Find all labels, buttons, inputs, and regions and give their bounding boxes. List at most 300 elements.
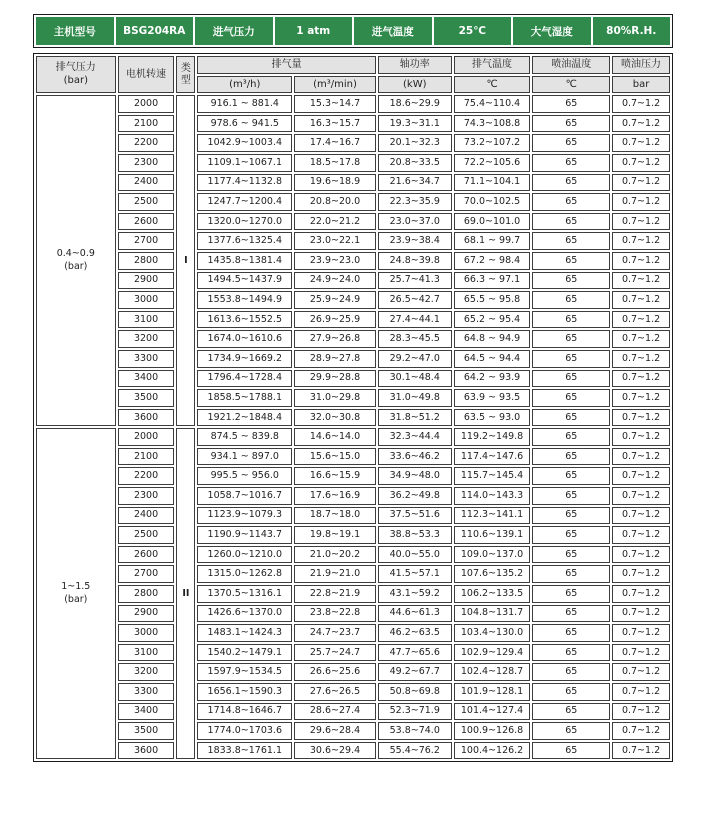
- pressure-range-cell: [36, 428, 116, 759]
- oil-pressure-cell: 0.7~1.2: [612, 115, 670, 133]
- shaft-power-cell: 32.3~44.4: [378, 428, 452, 446]
- table-row: [36, 526, 670, 544]
- exhaust-temp-cell: 119.2~149.8: [454, 428, 531, 446]
- col-header-type-line2: 型: [180, 74, 191, 86]
- top-header-value: 25℃: [434, 17, 512, 45]
- oil-temp-cell: 65: [532, 291, 610, 309]
- oil-temp-cell: 65: [532, 507, 610, 525]
- shaft-power-cell: 20.8~33.5: [378, 154, 452, 172]
- exhaust-temp-cell: 63.5 ~ 93.0: [454, 409, 531, 427]
- oil-temp-cell: 65: [532, 134, 610, 152]
- flow-m3min-cell: 21.0~20.2: [294, 546, 376, 564]
- flow-m3h-cell: 1796.4~1728.4: [197, 370, 292, 388]
- table-row: [36, 722, 670, 740]
- shaft-power-cell: 25.7~41.3: [378, 272, 452, 290]
- col-header-exhaust-temp-unit: ℃: [454, 76, 531, 94]
- flow-m3h-cell: 1435.8~1381.4: [197, 252, 292, 270]
- col-header-type-line1: 类: [180, 63, 191, 75]
- exhaust-temp-cell: 68.1 ~ 99.7: [454, 232, 531, 250]
- top-header-bar: [33, 14, 673, 48]
- motor-speed-cell: 2800: [118, 585, 175, 603]
- flow-m3min-cell: 14.6~14.0: [294, 428, 376, 446]
- oil-pressure-cell: 0.7~1.2: [612, 703, 670, 721]
- col-header-flow: 排气量: [197, 56, 375, 74]
- flow-m3min-cell: 24.7~23.7: [294, 624, 376, 642]
- top-header-label: 大气湿度: [513, 17, 591, 45]
- flow-m3min-cell: 25.7~24.7: [294, 644, 376, 662]
- motor-speed-cell: 2000: [118, 428, 175, 446]
- table-row: [36, 174, 670, 192]
- table-row: [36, 663, 670, 681]
- flow-m3min-cell: 28.9~27.8: [294, 350, 376, 368]
- table-row: [36, 409, 670, 427]
- motor-speed-cell: 2900: [118, 272, 175, 290]
- motor-speed-cell: 2500: [118, 526, 175, 544]
- top-header-value: 80%R.H.: [593, 17, 671, 45]
- shaft-power-cell: 26.5~42.7: [378, 291, 452, 309]
- shaft-power-cell: 22.3~35.9: [378, 193, 452, 211]
- flow-m3h-cell: 1320.0~1270.0: [197, 213, 292, 231]
- motor-speed-cell: 2900: [118, 605, 175, 623]
- shaft-power-cell: 36.2~49.8: [378, 487, 452, 505]
- table-row: [36, 213, 670, 231]
- flow-m3h-cell: 1315.0~1262.8: [197, 565, 292, 583]
- oil-pressure-cell: 0.7~1.2: [612, 644, 670, 662]
- table-row: [36, 95, 670, 113]
- oil-pressure-cell: 0.7~1.2: [612, 722, 670, 740]
- shaft-power-cell: 21.6~34.7: [378, 174, 452, 192]
- flow-m3h-cell: 1109.1~1067.1: [197, 154, 292, 172]
- flow-m3min-cell: 29.6~28.4: [294, 722, 376, 740]
- oil-temp-cell: 65: [532, 546, 610, 564]
- table-row: [36, 370, 670, 388]
- oil-pressure-cell: 0.7~1.2: [612, 252, 670, 270]
- oil-temp-cell: 65: [532, 213, 610, 231]
- flow-m3min-cell: 28.6~27.4: [294, 703, 376, 721]
- pressure-range-cell: [36, 95, 116, 426]
- flow-m3min-cell: 15.3~14.7: [294, 95, 376, 113]
- shaft-power-cell: 28.3~45.5: [378, 330, 452, 348]
- oil-temp-cell: 65: [532, 154, 610, 172]
- oil-temp-cell: 65: [532, 487, 610, 505]
- pressure-range-value: 0.4~0.9: [56, 248, 95, 260]
- shaft-power-cell: 30.1~48.4: [378, 370, 452, 388]
- oil-pressure-cell: 0.7~1.2: [612, 742, 670, 760]
- col-header-flow-unit-m3h: (m³/h): [197, 76, 292, 94]
- motor-speed-cell: 3300: [118, 350, 175, 368]
- flow-m3min-cell: 18.7~18.0: [294, 507, 376, 525]
- shaft-power-cell: 53.8~74.0: [378, 722, 452, 740]
- oil-pressure-cell: 0.7~1.2: [612, 272, 670, 290]
- oil-temp-cell: 65: [532, 448, 610, 466]
- shaft-power-cell: 46.2~63.5: [378, 624, 452, 642]
- oil-temp-cell: 65: [532, 663, 610, 681]
- col-header-oil-temp-unit: ℃: [532, 76, 610, 94]
- motor-speed-cell: 2800: [118, 252, 175, 270]
- exhaust-temp-cell: 100.9~126.8: [454, 722, 531, 740]
- motor-speed-cell: 2600: [118, 546, 175, 564]
- motor-speed-cell: 2000: [118, 95, 175, 113]
- shaft-power-cell: 31.0~49.8: [378, 389, 452, 407]
- table-row: [36, 448, 670, 466]
- oil-pressure-cell: 0.7~1.2: [612, 370, 670, 388]
- shaft-power-cell: 38.8~53.3: [378, 526, 452, 544]
- oil-temp-cell: 65: [532, 742, 610, 760]
- oil-pressure-cell: 0.7~1.2: [612, 624, 670, 642]
- exhaust-temp-cell: 72.2~105.6: [454, 154, 531, 172]
- oil-pressure-cell: 0.7~1.2: [612, 448, 670, 466]
- flow-m3h-cell: 1190.9~1143.7: [197, 526, 292, 544]
- flow-m3min-cell: 22.8~21.9: [294, 585, 376, 603]
- flow-m3h-cell: 1674.0~1610.6: [197, 330, 292, 348]
- shaft-power-cell: 52.3~71.9: [378, 703, 452, 721]
- flow-m3h-cell: 1656.1~1590.3: [197, 683, 292, 701]
- col-header-power-unit: (kW): [378, 76, 452, 94]
- flow-m3h-cell: 1833.8~1761.1: [197, 742, 292, 760]
- exhaust-temp-cell: 101.9~128.1: [454, 683, 531, 701]
- motor-speed-cell: 3300: [118, 683, 175, 701]
- exhaust-temp-cell: 103.4~130.0: [454, 624, 531, 642]
- flow-m3h-cell: 1123.9~1079.3: [197, 507, 292, 525]
- table-row: [36, 742, 670, 760]
- oil-temp-cell: 65: [532, 722, 610, 740]
- motor-speed-cell: 2300: [118, 487, 175, 505]
- flow-m3h-cell: 1540.2~1479.1: [197, 644, 292, 662]
- exhaust-temp-cell: 73.2~107.2: [454, 134, 531, 152]
- oil-temp-cell: 65: [532, 174, 610, 192]
- exhaust-temp-cell: 66.3 ~ 97.1: [454, 272, 531, 290]
- oil-temp-cell: 65: [532, 703, 610, 721]
- oil-temp-cell: 65: [532, 330, 610, 348]
- table-row: [36, 134, 670, 152]
- table-row: [36, 350, 670, 368]
- oil-temp-cell: 65: [532, 644, 610, 662]
- type-cell: II: [176, 428, 195, 759]
- oil-pressure-cell: 0.7~1.2: [612, 565, 670, 583]
- motor-speed-cell: 3000: [118, 624, 175, 642]
- oil-temp-cell: 65: [532, 232, 610, 250]
- oil-pressure-cell: 0.7~1.2: [612, 213, 670, 231]
- table-row: [36, 389, 670, 407]
- flow-m3min-cell: 20.8~20.0: [294, 193, 376, 211]
- oil-temp-cell: 65: [532, 585, 610, 603]
- oil-pressure-cell: 0.7~1.2: [612, 428, 670, 446]
- flow-m3min-cell: 23.9~23.0: [294, 252, 376, 270]
- col-header-oil-pressure-unit: bar: [612, 76, 670, 94]
- exhaust-temp-cell: 65.2 ~ 95.4: [454, 311, 531, 329]
- spec-table-head: [36, 56, 670, 93]
- motor-speed-cell: 3600: [118, 742, 175, 760]
- table-row: [36, 683, 670, 701]
- motor-speed-cell: 2700: [118, 232, 175, 250]
- exhaust-temp-cell: 64.2 ~ 93.9: [454, 370, 531, 388]
- oil-pressure-cell: 0.7~1.2: [612, 174, 670, 192]
- table-row: [36, 272, 670, 290]
- shaft-power-cell: 29.2~47.0: [378, 350, 452, 368]
- oil-temp-cell: 65: [532, 683, 610, 701]
- flow-m3min-cell: 27.9~26.8: [294, 330, 376, 348]
- flow-m3min-cell: 16.3~15.7: [294, 115, 376, 133]
- flow-m3h-cell: 1858.5~1788.1: [197, 389, 292, 407]
- oil-temp-cell: 65: [532, 467, 610, 485]
- flow-m3min-cell: 19.8~19.1: [294, 526, 376, 544]
- oil-pressure-cell: 0.7~1.2: [612, 663, 670, 681]
- motor-speed-cell: 2100: [118, 115, 175, 133]
- header-row-1: [36, 56, 670, 74]
- flow-m3h-cell: 1774.0~1703.6: [197, 722, 292, 740]
- flow-m3min-cell: 30.6~29.4: [294, 742, 376, 760]
- shaft-power-cell: 33.6~46.2: [378, 448, 452, 466]
- flow-m3h-cell: 1370.5~1316.1: [197, 585, 292, 603]
- oil-pressure-cell: 0.7~1.2: [612, 311, 670, 329]
- shaft-power-cell: 43.1~59.2: [378, 585, 452, 603]
- flow-m3min-cell: 24.9~24.0: [294, 272, 376, 290]
- table-row: [36, 154, 670, 172]
- table-row: [36, 467, 670, 485]
- flow-m3h-cell: 1483.1~1424.3: [197, 624, 292, 642]
- shaft-power-cell: 23.0~37.0: [378, 213, 452, 231]
- oil-pressure-cell: 0.7~1.2: [612, 330, 670, 348]
- type-cell: I: [176, 95, 195, 426]
- exhaust-temp-cell: 65.5 ~ 95.8: [454, 291, 531, 309]
- flow-m3h-cell: 978.6 ~ 941.5: [197, 115, 292, 133]
- col-header-exhaust-temp: 排气温度: [454, 56, 531, 74]
- table-row: [36, 585, 670, 603]
- flow-m3min-cell: 19.6~18.9: [294, 174, 376, 192]
- oil-pressure-cell: 0.7~1.2: [612, 409, 670, 427]
- table-row: [36, 703, 670, 721]
- table-row: [36, 487, 670, 505]
- flow-m3h-cell: 1494.5~1437.9: [197, 272, 292, 290]
- col-header-oil-temp: 喷油温度: [532, 56, 610, 74]
- motor-speed-cell: 3500: [118, 389, 175, 407]
- top-header-label: 主机型号: [36, 17, 114, 45]
- oil-temp-cell: 65: [532, 565, 610, 583]
- flow-m3min-cell: 26.6~25.6: [294, 663, 376, 681]
- motor-speed-cell: 2300: [118, 154, 175, 172]
- flow-m3min-cell: 27.6~26.5: [294, 683, 376, 701]
- oil-temp-cell: 65: [532, 193, 610, 211]
- exhaust-temp-cell: 69.0~101.0: [454, 213, 531, 231]
- oil-pressure-cell: 0.7~1.2: [612, 585, 670, 603]
- shaft-power-cell: 24.8~39.8: [378, 252, 452, 270]
- shaft-power-cell: 23.9~38.4: [378, 232, 452, 250]
- exhaust-temp-cell: 74.3~108.8: [454, 115, 531, 133]
- motor-speed-cell: 2500: [118, 193, 175, 211]
- table-row: [36, 193, 670, 211]
- spec-table: [34, 54, 672, 761]
- flow-m3min-cell: 23.8~22.8: [294, 605, 376, 623]
- motor-speed-cell: 2700: [118, 565, 175, 583]
- shaft-power-cell: 31.8~51.2: [378, 409, 452, 427]
- shaft-power-cell: 18.6~29.9: [378, 95, 452, 113]
- exhaust-temp-cell: 106.2~133.5: [454, 585, 531, 603]
- shaft-power-cell: 20.1~32.3: [378, 134, 452, 152]
- exhaust-temp-cell: 71.1~104.1: [454, 174, 531, 192]
- shaft-power-cell: 34.9~48.0: [378, 467, 452, 485]
- flow-m3min-cell: 31.0~29.8: [294, 389, 376, 407]
- exhaust-temp-cell: 70.0~102.5: [454, 193, 531, 211]
- pressure-range-unit: (bar): [64, 593, 88, 605]
- motor-speed-cell: 3200: [118, 663, 175, 681]
- motor-speed-cell: 3100: [118, 644, 175, 662]
- shaft-power-cell: 55.4~76.2: [378, 742, 452, 760]
- oil-pressure-cell: 0.7~1.2: [612, 193, 670, 211]
- oil-pressure-cell: 0.7~1.2: [612, 487, 670, 505]
- oil-pressure-cell: 0.7~1.2: [612, 154, 670, 172]
- exhaust-temp-cell: 104.8~131.7: [454, 605, 531, 623]
- col-header-exhaust-pressure-label: 排气压力: [55, 62, 96, 74]
- oil-temp-cell: 65: [532, 605, 610, 623]
- flow-m3h-cell: 1377.6~1325.4: [197, 232, 292, 250]
- motor-speed-cell: 3100: [118, 311, 175, 329]
- motor-speed-cell: 2200: [118, 467, 175, 485]
- table-row: [36, 624, 670, 642]
- flow-m3h-cell: 1613.6~1552.5: [197, 311, 292, 329]
- flow-m3h-cell: 874.5 ~ 839.8: [197, 428, 292, 446]
- flow-m3min-cell: 17.4~16.7: [294, 134, 376, 152]
- oil-temp-cell: 65: [532, 389, 610, 407]
- col-header-exhaust-pressure: [36, 56, 116, 93]
- top-header-label: 进气压力: [195, 17, 273, 45]
- exhaust-temp-cell: 117.4~147.6: [454, 448, 531, 466]
- oil-temp-cell: 65: [532, 272, 610, 290]
- motor-speed-cell: 3500: [118, 722, 175, 740]
- oil-pressure-cell: 0.7~1.2: [612, 389, 670, 407]
- flow-m3min-cell: 21.9~21.0: [294, 565, 376, 583]
- exhaust-temp-cell: 100.4~126.2: [454, 742, 531, 760]
- table-row: [36, 565, 670, 583]
- motor-speed-cell: 3000: [118, 291, 175, 309]
- oil-pressure-cell: 0.7~1.2: [612, 526, 670, 544]
- oil-pressure-cell: 0.7~1.2: [612, 605, 670, 623]
- top-header-value: 1 atm: [275, 17, 353, 45]
- shaft-power-cell: 19.3~31.1: [378, 115, 452, 133]
- col-header-oil-pressure: 喷油压力: [612, 56, 670, 74]
- top-header-label: 进气温度: [354, 17, 432, 45]
- flow-m3min-cell: 17.6~16.9: [294, 487, 376, 505]
- col-header-motor-speed: 电机转速: [118, 56, 175, 93]
- motor-speed-cell: 3200: [118, 330, 175, 348]
- oil-temp-cell: 65: [532, 370, 610, 388]
- oil-pressure-cell: 0.7~1.2: [612, 232, 670, 250]
- exhaust-temp-cell: 112.3~141.1: [454, 507, 531, 525]
- exhaust-temp-cell: 67.2 ~ 98.4: [454, 252, 531, 270]
- shaft-power-cell: 47.7~65.6: [378, 644, 452, 662]
- shaft-power-cell: 50.8~69.8: [378, 683, 452, 701]
- exhaust-temp-cell: 75.4~110.4: [454, 95, 531, 113]
- motor-speed-cell: 2100: [118, 448, 175, 466]
- flow-m3min-cell: 29.9~28.8: [294, 370, 376, 388]
- oil-temp-cell: 65: [532, 409, 610, 427]
- spec-table-body: [36, 95, 670, 759]
- motor-speed-cell: 3400: [118, 703, 175, 721]
- oil-pressure-cell: 0.7~1.2: [612, 683, 670, 701]
- oil-pressure-cell: 0.7~1.2: [612, 507, 670, 525]
- table-row: [36, 115, 670, 133]
- flow-m3min-cell: 15.6~15.0: [294, 448, 376, 466]
- oil-temp-cell: 65: [532, 350, 610, 368]
- top-header-value: BSG204RA: [116, 17, 194, 45]
- exhaust-temp-cell: 102.9~129.4: [454, 644, 531, 662]
- pressure-range-unit: (bar): [64, 260, 88, 272]
- table-row: [36, 291, 670, 309]
- spec-table-frame: [33, 53, 673, 762]
- flow-m3min-cell: 16.6~15.9: [294, 467, 376, 485]
- flow-m3h-cell: 995.5 ~ 956.0: [197, 467, 292, 485]
- motor-speed-cell: 2600: [118, 213, 175, 231]
- table-row: [36, 605, 670, 623]
- oil-temp-cell: 65: [532, 115, 610, 133]
- oil-temp-cell: 65: [532, 95, 610, 113]
- table-row: [36, 330, 670, 348]
- exhaust-temp-cell: 63.9 ~ 93.5: [454, 389, 531, 407]
- motor-speed-cell: 3600: [118, 409, 175, 427]
- shaft-power-cell: 27.4~44.1: [378, 311, 452, 329]
- flow-m3h-cell: 1553.8~1494.9: [197, 291, 292, 309]
- table-row: [36, 546, 670, 564]
- exhaust-temp-cell: 107.6~135.2: [454, 565, 531, 583]
- flow-m3h-cell: 1597.9~1534.5: [197, 663, 292, 681]
- shaft-power-cell: 37.5~51.6: [378, 507, 452, 525]
- exhaust-temp-cell: 115.7~145.4: [454, 467, 531, 485]
- exhaust-temp-cell: 102.4~128.7: [454, 663, 531, 681]
- exhaust-temp-cell: 109.0~137.0: [454, 546, 531, 564]
- oil-temp-cell: 65: [532, 624, 610, 642]
- exhaust-temp-cell: 64.5 ~ 94.4: [454, 350, 531, 368]
- exhaust-temp-cell: 101.4~127.4: [454, 703, 531, 721]
- flow-m3h-cell: 1177.4~1132.8: [197, 174, 292, 192]
- oil-temp-cell: 65: [532, 252, 610, 270]
- shaft-power-cell: 49.2~67.7: [378, 663, 452, 681]
- flow-m3min-cell: 23.0~22.1: [294, 232, 376, 250]
- flow-m3min-cell: 26.9~25.9: [294, 311, 376, 329]
- flow-m3h-cell: 1734.9~1669.2: [197, 350, 292, 368]
- oil-pressure-cell: 0.7~1.2: [612, 291, 670, 309]
- oil-pressure-cell: 0.7~1.2: [612, 546, 670, 564]
- shaft-power-cell: 44.6~61.3: [378, 605, 452, 623]
- motor-speed-cell: 3400: [118, 370, 175, 388]
- motor-speed-cell: 2200: [118, 134, 175, 152]
- flow-m3h-cell: 934.1 ~ 897.0: [197, 448, 292, 466]
- shaft-power-cell: 40.0~55.0: [378, 546, 452, 564]
- exhaust-temp-cell: 110.6~139.1: [454, 526, 531, 544]
- table-row: [36, 507, 670, 525]
- table-row: [36, 311, 670, 329]
- flow-m3min-cell: 22.0~21.2: [294, 213, 376, 231]
- flow-m3h-cell: 1426.6~1370.0: [197, 605, 292, 623]
- flow-m3h-cell: 1921.2~1848.4: [197, 409, 292, 427]
- flow-m3h-cell: 1714.8~1646.7: [197, 703, 292, 721]
- col-header-exhaust-pressure-unit: (bar): [63, 74, 88, 86]
- pressure-range-value: 1~1.5: [61, 581, 91, 593]
- oil-temp-cell: 65: [532, 428, 610, 446]
- flow-m3h-cell: 1260.0~1210.0: [197, 546, 292, 564]
- flow-m3h-cell: 1042.9~1003.4: [197, 134, 292, 152]
- flow-m3min-cell: 32.0~30.8: [294, 409, 376, 427]
- oil-pressure-cell: 0.7~1.2: [612, 95, 670, 113]
- motor-speed-cell: 2400: [118, 174, 175, 192]
- col-header-shaft-power: 轴功率: [378, 56, 452, 74]
- motor-speed-cell: 2400: [118, 507, 175, 525]
- flow-m3h-cell: 1058.7~1016.7: [197, 487, 292, 505]
- oil-pressure-cell: 0.7~1.2: [612, 134, 670, 152]
- shaft-power-cell: 41.5~57.1: [378, 565, 452, 583]
- oil-temp-cell: 65: [532, 311, 610, 329]
- exhaust-temp-cell: 64.8 ~ 94.9: [454, 330, 531, 348]
- flow-m3h-cell: 1247.7~1200.4: [197, 193, 292, 211]
- oil-temp-cell: 65: [532, 526, 610, 544]
